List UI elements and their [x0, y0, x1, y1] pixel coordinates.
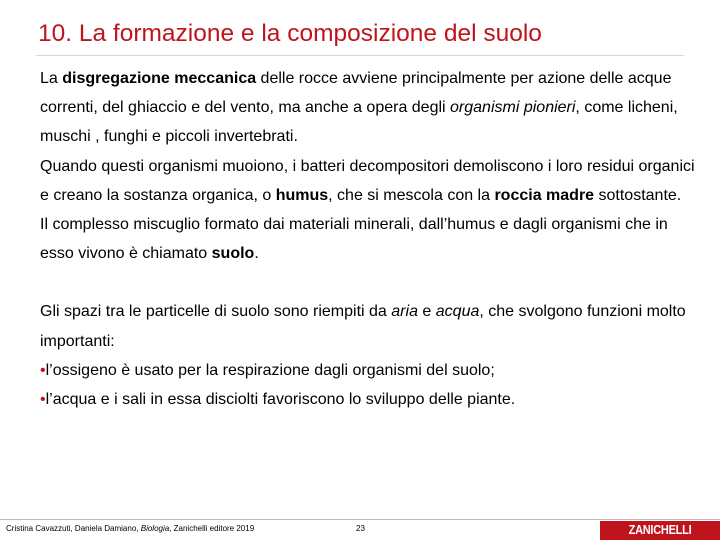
slide-body [40, 64, 700, 414]
bullet-text: l’ossigeno è usato per la respirazione dagli organismi del suolo; [45, 361, 495, 379]
logo-text: ZANICHELLI [628, 523, 692, 537]
text-run: delle rocce avviene principalmente per azione delle acque correnti, del ghiaccio e del vento, ma anche a opera degli [40, 70, 672, 117]
text-run: , che svolgono funzioni molto importanti: [40, 303, 686, 350]
footer-publisher: , Zanichelli editore 2019 [169, 524, 255, 533]
bold-term: humus [275, 186, 329, 204]
bold-term: suolo [211, 245, 255, 263]
text-run: . [254, 245, 259, 263]
text-run: , come licheni, muschi , funghi e piccoli invertebrati. [40, 99, 678, 146]
footer-divider [0, 519, 720, 520]
text-run: e [417, 303, 436, 321]
paragraph-disgregazione [40, 64, 700, 152]
text-run: , che si mescola con la [328, 186, 495, 204]
bold-term: disgregazione meccanica [62, 70, 257, 87]
italic-term: aria [391, 303, 418, 321]
zanichelli-logo [600, 521, 720, 540]
bullet-marker: • [40, 361, 46, 379]
bullet-marker: • [40, 391, 46, 409]
text-run: Gli spazi tra le particelle di suolo sono riempiti da [40, 303, 392, 321]
paragraph-spazi [40, 297, 700, 355]
slide-title: 10. La formazione e la composizione del suolo [38, 20, 542, 47]
bullet-item-ossigeno [40, 356, 700, 385]
footer-credit [6, 524, 254, 533]
footer-authors: Cristina Cavazzuti, Daniela Damiano, [6, 524, 141, 533]
footer-book-title: Biologia [140, 524, 170, 533]
paragraph-suolo [40, 210, 700, 268]
bullet-item-acqua [40, 385, 700, 414]
title-divider [36, 55, 684, 56]
paragraph-humus [40, 152, 700, 210]
paragraph-spacer [40, 268, 700, 297]
page-number: 23 [356, 524, 365, 533]
bold-term: roccia madre [494, 186, 595, 204]
bullet-text: l’acqua e i sali in essa disciolti favoriscono lo sviluppo delle piante. [45, 391, 516, 409]
text-run: sottostante. [594, 186, 682, 204]
text-run: Il complesso miscuglio formato dai materiali minerali, dall’humus e dagli organismi che in esso vivono è chiamato [40, 216, 668, 263]
italic-term: acqua [435, 303, 480, 321]
text-run: La [40, 70, 63, 87]
text-run: Quando questi organismi muoiono, i batteri decompositori demoliscono i loro residui organici e creano la sostanza organica, o [40, 157, 695, 204]
italic-term: organismi pionieri [450, 99, 576, 117]
